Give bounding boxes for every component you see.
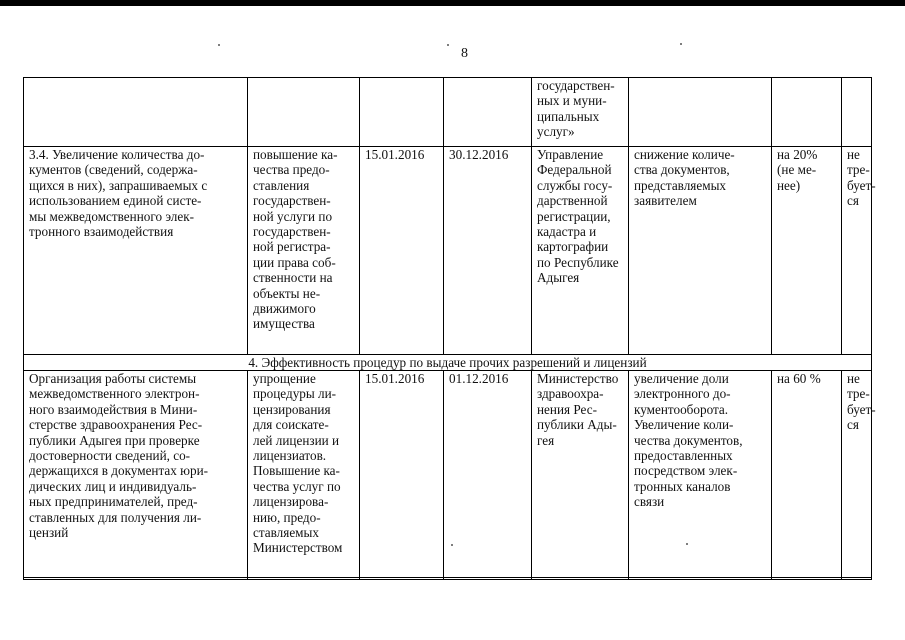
table-row-continuation	[24, 78, 872, 147]
scan-speck	[218, 44, 220, 46]
measures-table	[23, 77, 876, 580]
page-number: 8	[461, 46, 468, 61]
cell-purpose: упрощение процедуры ли- цензирования для соискате- лей лицензии и лицензиатов. Повышение ка- чества услуг по лицензирова- нию, предо- ставляемых Министерством	[248, 371, 360, 580]
table-row-organization	[24, 371, 872, 580]
cell-target	[772, 78, 842, 147]
page-bottom-margin	[23, 580, 873, 640]
cell-measure: 3.4. Увеличение количества до- кументов (сведений, содержа- щихся в них), запрашиваемых с использованием единой систе- мы межведомственного элек- тронного взаимодействия	[24, 147, 248, 355]
cell-measure: Организация работы системы межведомственного электрон- ного взаимодействия в Мини- стерстве здравоохранения Рес- публики Адыгея при проверке достоверности сведений, со- держащихся в документах юри- дических лиц и индивидуаль- ных предпринимателей, пред- ставленных для получения ли- цензий	[24, 371, 248, 580]
cell-responsible: Управление Федеральной службы госу- дарственной регистрации, кадастра и картографии по Республике Адыгея	[532, 147, 629, 355]
cell-measure	[24, 78, 248, 147]
cell-funding: не тре- бует- ся	[842, 147, 872, 355]
cell-responsible: Министерство здравоохра- нения Рес- публики Ады- гея	[532, 371, 629, 580]
cell-start-date: 15.01.2016	[360, 147, 444, 355]
cell-target: на 20% (не ме- нее)	[772, 147, 842, 355]
cell-target: на 60 %	[772, 371, 842, 580]
cell-funding	[842, 78, 872, 147]
table-bottom-border	[23, 577, 872, 578]
cell-start-date: 15.01.2016	[360, 371, 444, 580]
cell-responsible: государствен- ных и муни- ципальных услуг»	[532, 78, 629, 147]
cell-end-date: 30.12.2016	[444, 147, 532, 355]
table-row-3-4	[24, 147, 872, 355]
cell-funding: не тре- бует- ся	[842, 371, 872, 580]
table-section-header	[24, 355, 872, 371]
cell-result	[629, 78, 772, 147]
scan-speck	[680, 43, 682, 45]
cell-result: увеличение доли электронного до- кументооборота. Увеличение коли- чества документов, предоставленных посредством элек- тронных каналов связи	[629, 371, 772, 580]
top-border-bar	[0, 0, 905, 6]
cell-purpose: повышение ка- чества предо- ставления государствен- ной услуги по государствен- ной регистра- ции права соб- ственности на объекты не- движимого имущества	[248, 147, 360, 355]
cell-end-date	[444, 78, 532, 147]
cell-result: снижение количе- ства документов, представляемых заявителем	[629, 147, 772, 355]
cell-end-date: 01.12.2016	[444, 371, 532, 580]
section-4-title: 4. Эффективность процедур по выдаче прочих разрешений и лицензий	[24, 355, 872, 371]
scan-speck	[447, 44, 449, 46]
cell-start-date	[360, 78, 444, 147]
cell-purpose	[248, 78, 360, 147]
